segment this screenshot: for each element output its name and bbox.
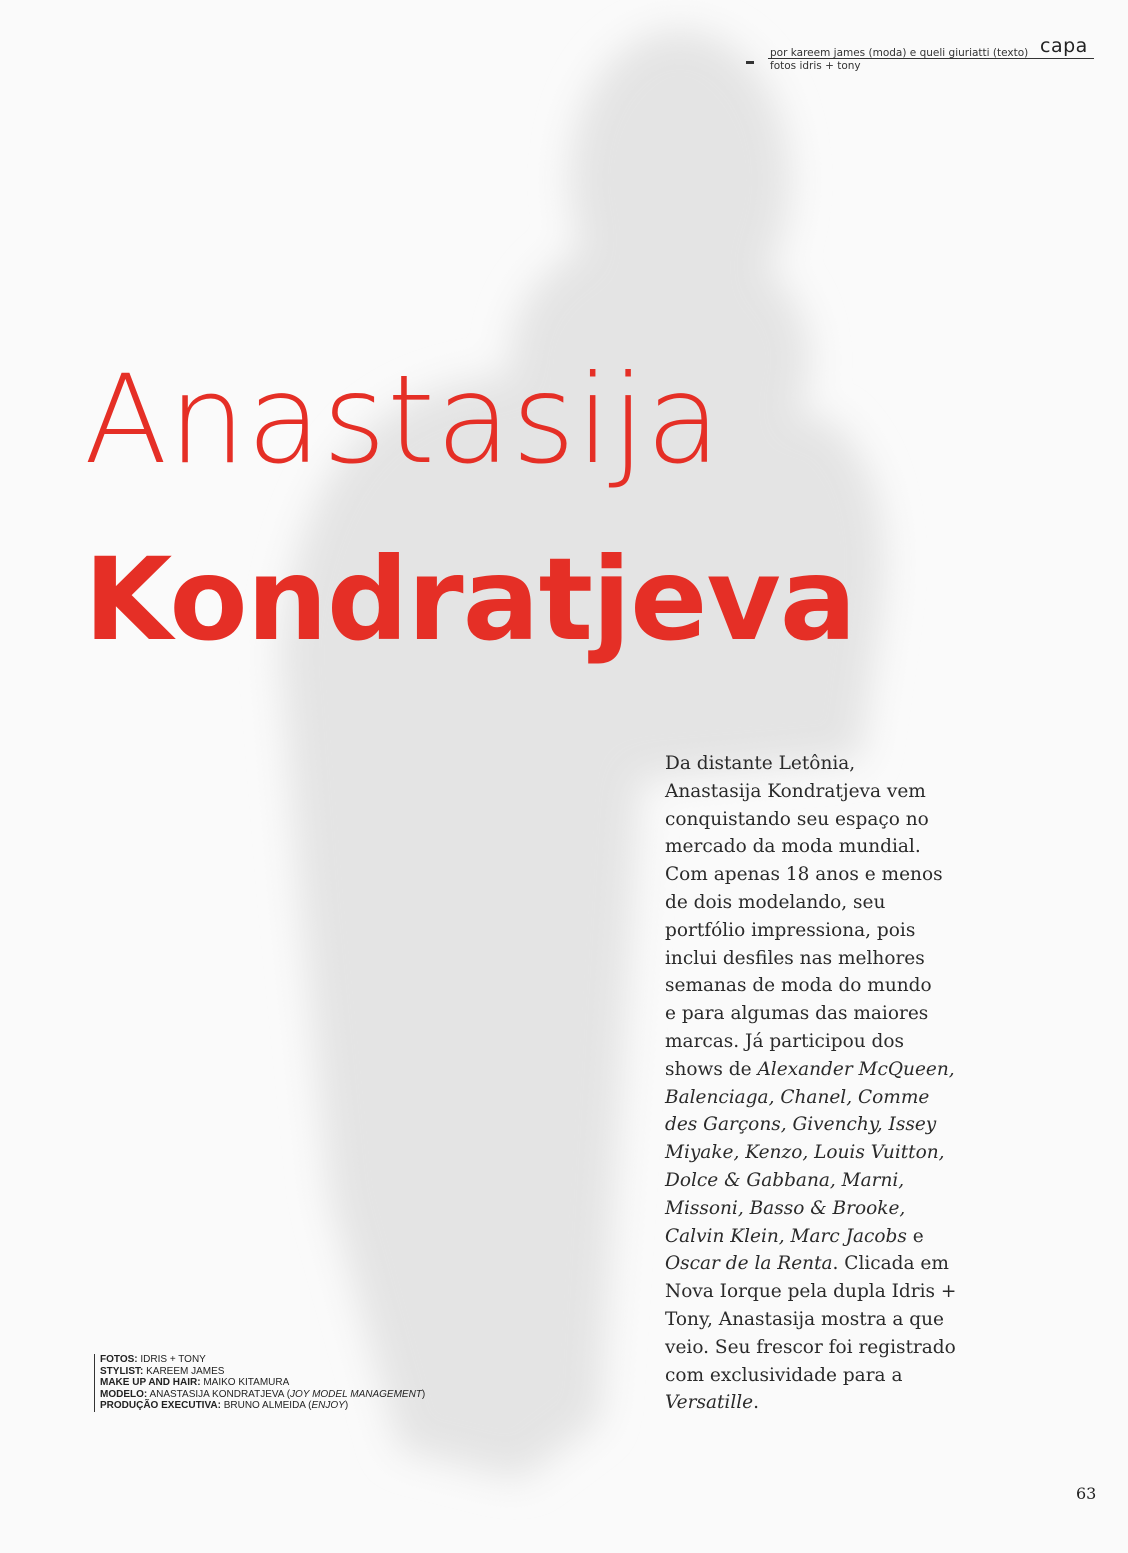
body-line xyxy=(665,1389,1045,1417)
credit-stylist xyxy=(100,1366,425,1378)
body-line xyxy=(665,1167,1045,1195)
credit-label: MAKE UP AND HAIR: xyxy=(100,1377,201,1388)
credit-production xyxy=(100,1400,425,1412)
body-text-fragment: . Clicada em xyxy=(832,1253,949,1275)
body-line xyxy=(665,1084,1045,1112)
byline-authors: por kareem james (moda) e queli giuriatti (texto) xyxy=(770,47,1029,59)
body-line: marcas. Já participou dos xyxy=(665,1030,904,1052)
credit-agency: JOY MODEL MANAGEMENT xyxy=(290,1388,422,1400)
credit-agency: ENJOY xyxy=(311,1400,345,1411)
page-number: 63 xyxy=(1076,1484,1097,1503)
credit-label: STYLIST: xyxy=(100,1365,144,1377)
body-line: de dois modelando, seu xyxy=(665,891,886,913)
body-line: semanas de moda do mundo xyxy=(665,975,932,997)
article-body xyxy=(665,750,1045,1417)
body-line: e para algumas das maiores xyxy=(665,1003,929,1025)
body-line xyxy=(665,1250,1045,1278)
credit-label: PRODUÇÃO EXECUTIVA: xyxy=(100,1400,221,1411)
body-line xyxy=(665,1056,1045,1084)
credit-label: MODELO: xyxy=(100,1388,148,1400)
body-line: Nova Iorque pela dupla Idris + xyxy=(665,1281,957,1303)
body-line: Com apenas 18 anos e menos xyxy=(665,864,943,886)
body-line: conquistando seu espaço no xyxy=(665,808,929,830)
body-line xyxy=(665,1111,1045,1139)
body-line xyxy=(665,1195,1045,1223)
brand-names: Alexander McQueen, xyxy=(757,1058,955,1080)
body-line: Anastasija Kondratjeva vem xyxy=(665,780,926,802)
byline-photos: fotos idris + tony xyxy=(770,60,861,72)
credit-value: ANASTASIJA KONDRATJEVA ( xyxy=(147,1388,291,1400)
title-first-name: Anastasija xyxy=(84,349,722,491)
credit-makeup xyxy=(100,1377,425,1389)
credit-value: ) xyxy=(421,1388,426,1400)
section-label: capa xyxy=(1040,35,1088,57)
credit-value: KAREEM JAMES xyxy=(143,1365,225,1377)
brand-names: Calvin Klein, Marc Jacobs xyxy=(665,1225,907,1247)
brand-names: Oscar de la Renta xyxy=(665,1253,833,1275)
body-line: portfólio impressiona, pois xyxy=(665,919,916,941)
body-text-fragment: shows de xyxy=(665,1058,758,1080)
body-text-fragment: e xyxy=(906,1225,924,1247)
credit-label: FOTOS: xyxy=(100,1354,138,1365)
body-line: com exclusividade para a xyxy=(665,1364,903,1386)
credit-photos xyxy=(100,1354,425,1366)
header-dash xyxy=(746,61,754,64)
magazine-name: Versatille xyxy=(665,1392,754,1414)
byline xyxy=(770,47,1028,73)
credit-value: ) xyxy=(344,1400,349,1411)
body-line xyxy=(665,1139,1045,1167)
credit-value: IDRIS + TONY xyxy=(137,1354,206,1365)
credit-value: BRUNO ALMEIDA ( xyxy=(220,1400,312,1411)
body-line: inclui desfiles nas melhores xyxy=(665,947,925,969)
body-line: mercado da moda mundial. xyxy=(665,836,921,858)
body-line: veio. Seu frescor foi registrado xyxy=(665,1336,956,1358)
credit-value: MAIKO KITAMURA xyxy=(200,1377,290,1388)
brand-names: Dolce & Gabbana, Marni, xyxy=(665,1169,905,1191)
brand-names: Miyake, Kenzo, Louis Vuitton, xyxy=(665,1142,945,1164)
brand-names: Missoni, Basso & Brooke, xyxy=(665,1197,906,1219)
title-last-name: Kondratjeva xyxy=(84,533,856,666)
body-line xyxy=(665,1223,1045,1251)
body-text-fragment: . xyxy=(753,1392,760,1414)
photo-credits xyxy=(94,1354,425,1412)
body-line: Tony, Anastasija mostra a que xyxy=(665,1308,945,1330)
brand-names: des Garçons, Givenchy, Issey xyxy=(665,1114,937,1136)
credit-model xyxy=(100,1389,425,1401)
brand-names: Balenciaga, Chanel, Comme xyxy=(665,1086,930,1108)
body-line: Da distante Letônia, xyxy=(665,753,856,774)
